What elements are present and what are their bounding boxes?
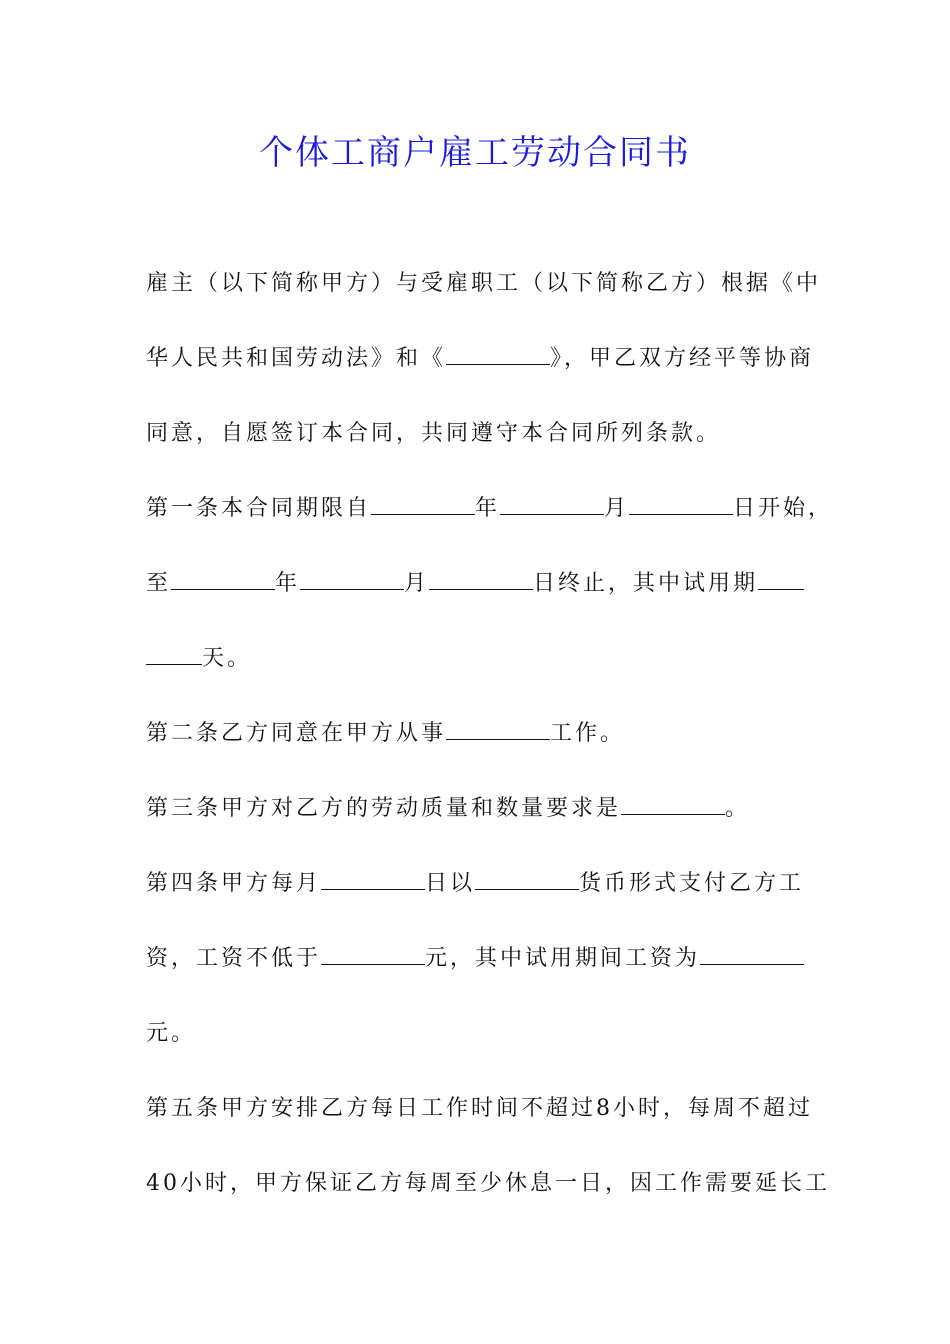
line-text: 第四条甲方每月 bbox=[146, 871, 322, 896]
line-text: 月 bbox=[604, 496, 630, 521]
line-text: 天。 bbox=[202, 646, 253, 671]
clause-1-line-1 bbox=[146, 492, 834, 526]
fill-blank-start-day[interactable] bbox=[629, 492, 733, 515]
fill-blank-end-month[interactable] bbox=[300, 567, 404, 590]
fill-blank-probation-days-b[interactable] bbox=[146, 642, 202, 665]
fill-blank-probation-days-a[interactable] bbox=[758, 567, 804, 590]
clause-5-line-1: 第五条甲方安排乙方每日工作时间不超过8小时，每周不超过 bbox=[146, 1096, 813, 1121]
clause-5-line-2: 40小时，甲方保证乙方每周至少休息一日，因工作需要延长工 bbox=[146, 1171, 830, 1196]
line-text: 年 bbox=[475, 496, 501, 521]
line-text: 第二条乙方同意在甲方从事 bbox=[146, 721, 447, 746]
paragraph-line-2 bbox=[146, 342, 826, 376]
fill-blank-probation-wage[interactable] bbox=[700, 942, 804, 965]
fill-blank-requirements[interactable] bbox=[621, 792, 725, 815]
line-text: 至 bbox=[146, 571, 172, 596]
clause-4-line-1 bbox=[146, 867, 826, 901]
fill-blank-currency[interactable] bbox=[475, 867, 579, 890]
line-text: 月 bbox=[404, 571, 430, 596]
line-text: 元，其中试用期间工资为 bbox=[425, 946, 701, 971]
fill-blank-end-day[interactable] bbox=[429, 567, 533, 590]
line-text: 资，工资不低于 bbox=[146, 946, 322, 971]
clause-4-line-2 bbox=[146, 942, 826, 976]
clause-2-line-1 bbox=[146, 717, 826, 751]
fill-blank-job[interactable] bbox=[446, 717, 550, 740]
line-text: 。 bbox=[725, 796, 751, 821]
line-text: 第一条本合同期限自 bbox=[146, 496, 372, 521]
paragraph-line-3: 同意，自愿签订本合同，共同遵守本合同所列条款。 bbox=[146, 421, 722, 446]
line-text: 华人民共和国劳动法》和《 bbox=[146, 346, 447, 371]
fill-blank-end-year[interactable] bbox=[171, 567, 275, 590]
line-text: 日以 bbox=[425, 871, 476, 896]
line-text: 货币形式支付乙方工 bbox=[579, 871, 805, 896]
fill-blank-pay-day[interactable] bbox=[321, 867, 425, 890]
paragraph-line-1: 雇主（以下简称甲方）与受雇职工（以下简称乙方）根据《中 bbox=[146, 271, 822, 296]
line-text: 》，甲乙双方经平等协商 bbox=[550, 346, 815, 371]
clause-1-line-3 bbox=[146, 642, 826, 676]
line-text: 年 bbox=[275, 571, 301, 596]
line-text: 日终止，其中试用期 bbox=[533, 571, 759, 596]
line-text: 第三条甲方对乙方的劳动质量和数量要求是 bbox=[146, 796, 622, 821]
fill-blank-start-month[interactable] bbox=[500, 492, 604, 515]
clause-1-line-2 bbox=[146, 567, 826, 601]
line-text: 工作。 bbox=[550, 721, 626, 746]
document-title: 个体工商户雇工劳动合同书 bbox=[259, 133, 691, 173]
clause-4-line-3: 元。 bbox=[146, 1021, 197, 1046]
fill-blank-start-year[interactable] bbox=[371, 492, 475, 515]
fill-blank-min-wage[interactable] bbox=[321, 942, 425, 965]
line-text: 日开始， bbox=[733, 496, 834, 521]
clause-3-line-1 bbox=[146, 792, 826, 826]
fill-blank-law[interactable] bbox=[446, 342, 550, 365]
